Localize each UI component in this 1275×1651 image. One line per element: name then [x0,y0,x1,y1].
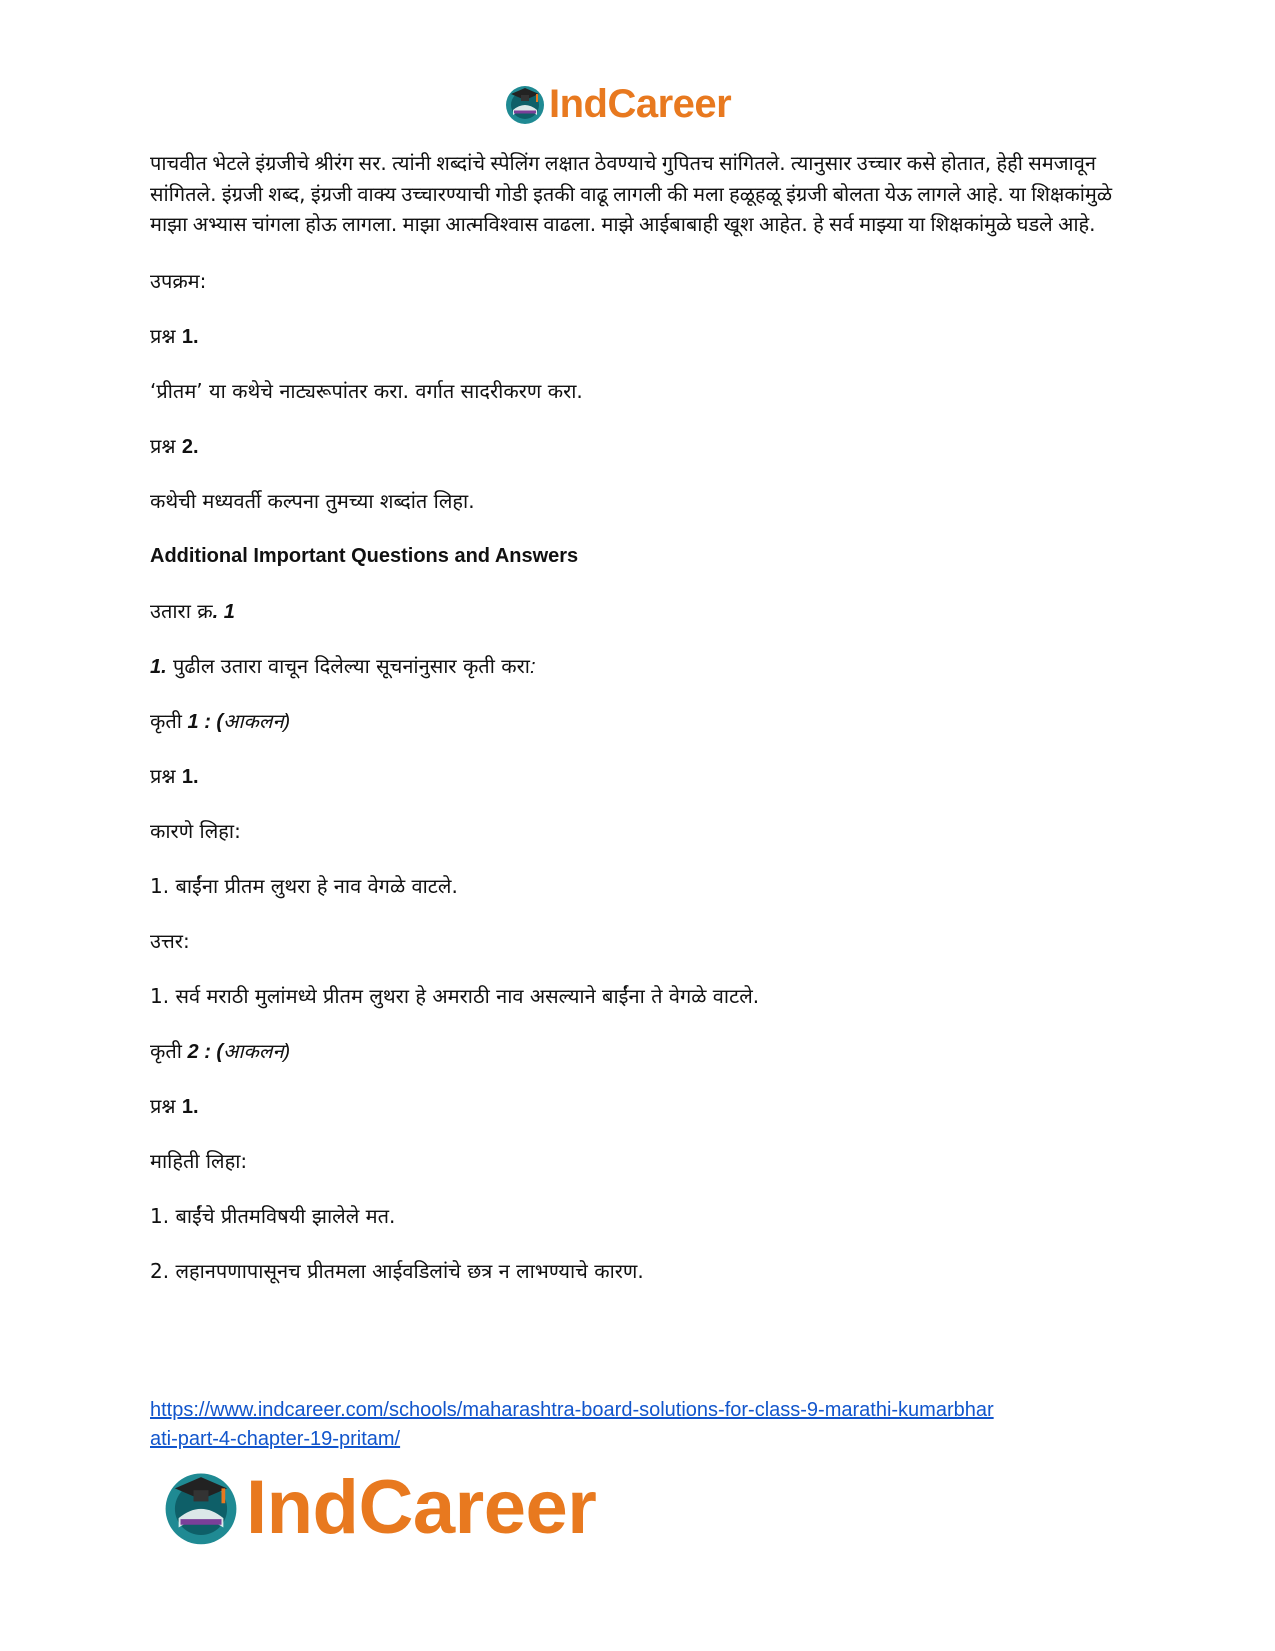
question-number: 1. [181,325,199,348]
source-link-line-1[interactable]: https://www.indcareer.com/schools/maharashtra-board-solutions-for-class-9-marathi-kumarbhar [150,1399,994,1421]
kruti-2-heading [150,1036,1130,1066]
question-number: 2. [181,435,199,458]
question-word: प्रश्न [150,433,176,458]
kruti-number: 2 : ( [181,1040,224,1063]
additional-questions-heading: Additional Important Questions and Answers [150,544,579,567]
kruti-1-item-1: 1. बाईंना प्रीतम लुथरा हे नाव वेगळे वाटले. [150,873,458,898]
utara-heading [150,596,1130,626]
logo-wordmark: IndCareer [549,81,732,126]
kruti-number: 1 : ( [181,710,224,733]
kruti-word: कृती [150,1038,182,1063]
graduation-globe-icon [160,1466,242,1548]
intro-paragraph: पाचवीत भेटले इंग्रजीचे श्रीरंग सर. त्यांनी शब्दांचे स्पेलिंग लक्षात ठेवण्याचे गुपितच सांगितले. त्यानुसार उच्चार कसे होतात, हेही समजावून सांगितले. इंग्रजी शब्द, इंग्रजी वाक्य उच्चारण्याची गोडी इतकी वाढू लागली की मला हळूहळू इंग्रजी बोलता येऊ लागले आहे. या शिक्षकांमुळे माझा अभ्यास चांगला होऊ लागला. माझा आत्मविश्वास वाढला. माझे आईबाबाही खूश आहेत. हे सर्व माझ्या या शिक्षकांमुळे घडले आहे. [150,151,1113,236]
question-word: प्रश्न [150,763,176,788]
question-word: प्रश्न [150,323,176,348]
instruction-line [150,651,1130,681]
kruti-close: ) [283,1040,291,1063]
karane-likha: कारणे लिहा: [150,818,241,843]
question-2-label [150,431,1130,461]
upakram-heading: उपक्रम: [150,268,207,293]
question-number: 1. [181,1095,199,1118]
kruti-type: आकलन [223,1038,284,1063]
question-1-text: ‘प्रीतम’ या कथेचे नाट्यरूपांतर करा. वर्गात सादरीकरण करा. [150,378,583,403]
kruti-2-question-label [150,1091,1130,1121]
uttar-heading: उत्तर: [150,928,190,953]
header-logo [503,78,731,130]
footer-logo [160,1462,596,1552]
instruction-text: पुढील उतारा वाचून दिलेल्या सूचनांनुसार कृती करा [166,653,530,678]
source-link-block[interactable] [150,1396,1150,1454]
graduation-globe-icon [503,82,547,126]
kruti-2-item-1: 1. बाईंचे प्रीतमविषयी झालेले मत. [150,1203,396,1228]
kruti-2-item-2: 2. लहानपणापासूनच प्रीतमला आईवडिलांचे छत्र न लाभण्याचे कारण. [150,1258,644,1283]
kruti-word: कृती [150,708,182,733]
utara-word: उतारा क्र [150,598,213,623]
kruti-type: आकलन [223,708,284,733]
kruti-1-question-label [150,761,1130,791]
question-2-text: कथेची मध्यवर्ती कल्पना तुमच्या शब्दांत लिहा. [150,488,475,513]
question-number: 1. [181,765,199,788]
utara-number: . 1 [212,600,235,623]
instruction-number: 1. [150,655,167,678]
kruti-close: ) [283,710,291,733]
kruti-1-answer-1: 1. सर्व मराठी मुलांमध्ये प्रीतम लुथरा हे अमराठी नाव असल्याने बाईंना ते वेगळे वाटले. [150,983,760,1008]
source-link-line-2[interactable]: ati-part-4-chapter-19-pritam/ [150,1428,401,1450]
question-word: प्रश्न [150,1093,176,1118]
mahiti-likha: माहिती लिहा: [150,1148,248,1173]
kruti-1-heading [150,706,1130,736]
instruction-colon: : [529,655,536,678]
logo-wordmark: IndCareer [246,1464,597,1550]
question-1-label [150,321,1130,351]
document-body [150,148,1130,1286]
